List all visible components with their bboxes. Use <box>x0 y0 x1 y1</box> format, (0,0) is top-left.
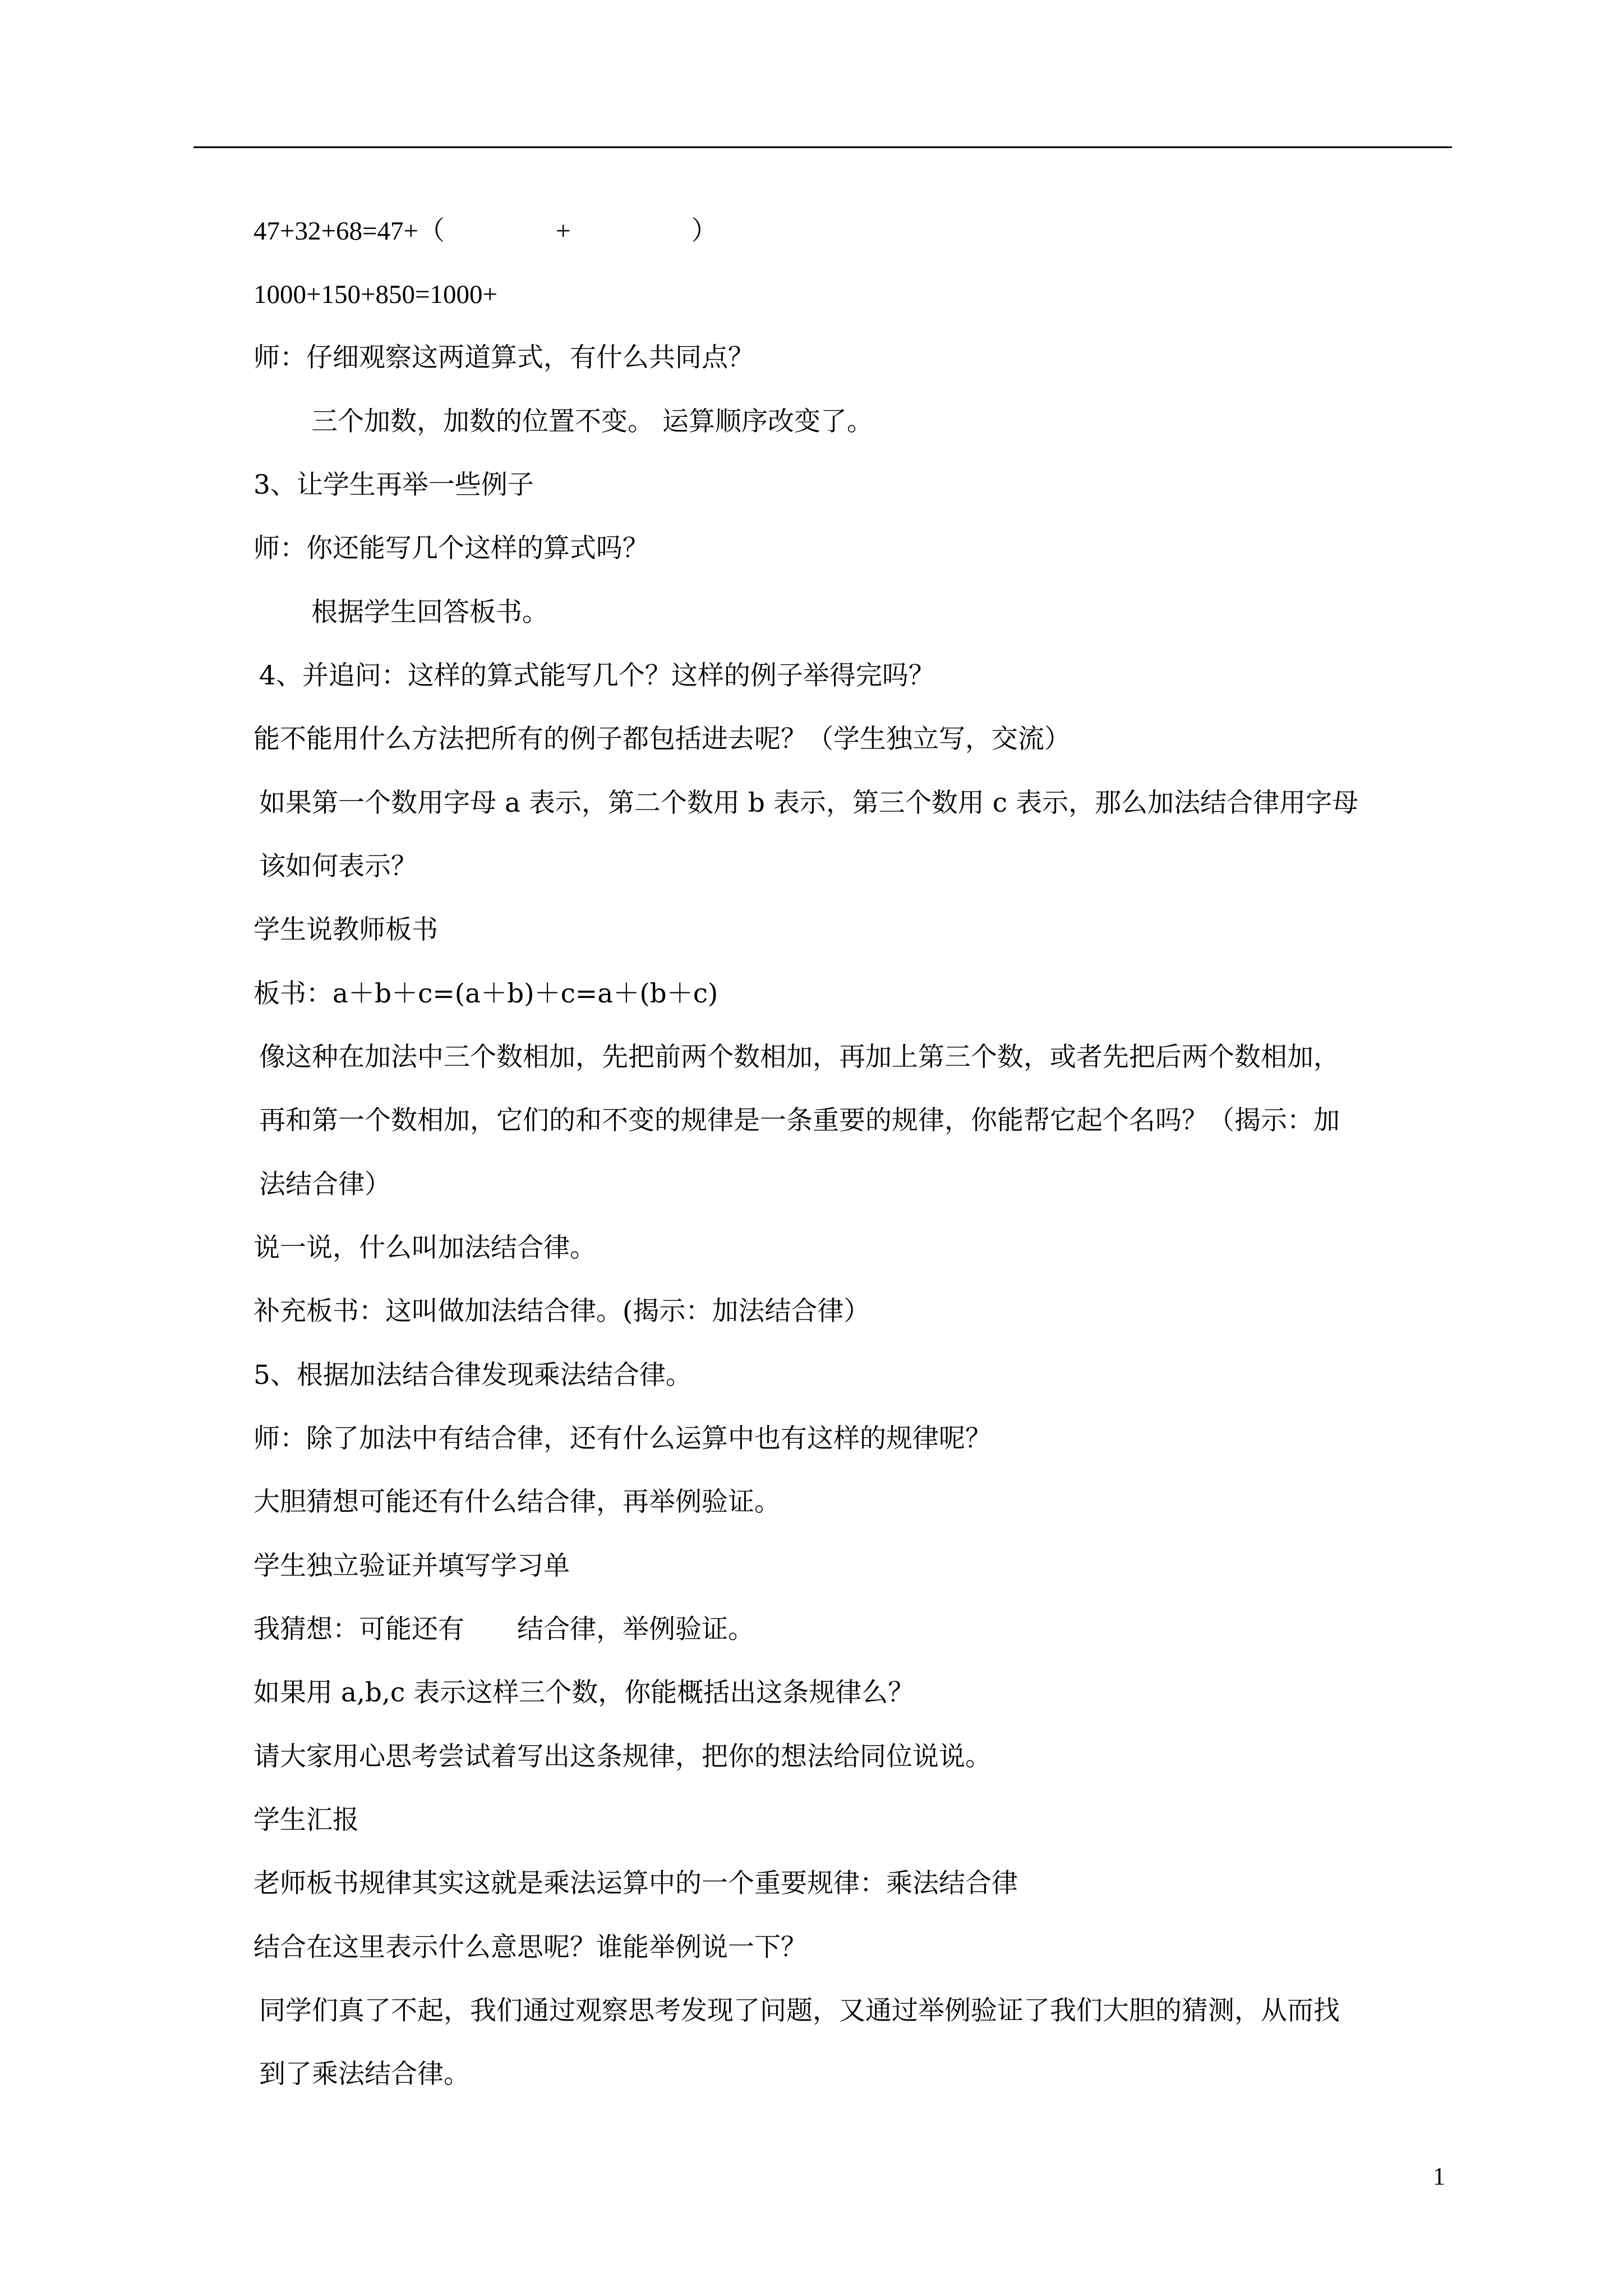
body-paragraph-line: 结合在这里表示什么意思呢？谁能举例说一下？ <box>253 1932 807 1963</box>
equation-line-1 <box>253 214 718 248</box>
body-paragraph-line: 根据学生回答板书。 <box>311 597 548 628</box>
body-paragraph-line: 说一说，什么叫加法结合律。 <box>253 1232 596 1263</box>
body-paragraph-line: 4、并追问：这样的算式能写几个？这样的例子举得完吗？ <box>259 660 935 691</box>
body-paragraph-line: 到了乘法结合律。 <box>259 2059 470 2090</box>
body-paragraph-line: 我猜想：可能还有 结合律，举例验证。 <box>253 1614 754 1645</box>
body-paragraph-line: 师：除了加法中有结合律，还有什么运算中也有这样的规律呢？ <box>253 1423 992 1454</box>
body-paragraph-line: 请大家用心思考尝试着写出这条规律，把你的想法给同位说说。 <box>253 1741 992 1772</box>
body-paragraph-line: 学生说教师板书 <box>253 914 438 945</box>
body-paragraph-line: 三个加数，加数的位置不变。 运算顺序改变了。 <box>311 406 873 437</box>
body-paragraph-line: 3、让学生再举一些例子 <box>253 470 534 500</box>
body-paragraph-line: 如果用 a,b,c 表示这样三个数，你能概括出这条规律么？ <box>253 1677 915 1708</box>
body-paragraph-line: 同学们真了不起，我们通过观察思考发现了问题，又通过举例验证了我们大胆的猜测，从而找 <box>259 1995 1340 2026</box>
body-paragraph-line: 该如何表示？ <box>259 851 417 882</box>
body-paragraph-line: 像这种在加法中三个数相加，先把前两个数相加，再加上第三个数，或者先把后两个数相加， <box>259 1042 1340 1073</box>
body-paragraph-line: 能不能用什么方法把所有的例子都包括进去呢？（学生独立写，交流） <box>253 724 1071 754</box>
equation-1-close: ） <box>691 217 718 246</box>
body-paragraph-line: 5、根据加法结合律发现乘法结合律。 <box>253 1360 692 1391</box>
page-number: 1 <box>1433 2162 1445 2190</box>
equation-line-2: 1000+150+850=1000+ <box>253 280 498 309</box>
body-paragraph-line: 学生独立验证并填写学习单 <box>253 1550 570 1581</box>
equation-1-plus: + <box>556 217 571 246</box>
body-paragraph-line: 师：仔细观察这两道算式，有什么共同点？ <box>253 342 754 373</box>
body-paragraph-line: 如果第一个数用字母 a 表示，第二个数用 b 表示，第三个数用 c 表示，那么加法结合律用字母 <box>259 788 1359 818</box>
body-paragraph-line: 补充板书：这叫做加法结合律。(揭示：加法结合律） <box>253 1296 870 1327</box>
board-formula-line: 板书：a＋b＋c=(a＋b)＋c=a＋(b＋c) <box>253 978 718 1009</box>
body-paragraph-line: 学生汇报 <box>253 1805 359 1835</box>
body-paragraph-line: 大胆猜想可能还有什么结合律，再举例验证。 <box>253 1487 781 1517</box>
body-paragraph-line: 老师板书规律其实这就是乘法运算中的一个重要规律：乘法结合律 <box>253 1868 1018 1899</box>
equation-1-left: 47+32+68=47+（ <box>253 217 445 246</box>
header-rule <box>193 146 1452 148</box>
body-paragraph-line: 再和第一个数相加，它们的和不变的规律是一条重要的规律，你能帮它起个名吗？（揭示：加 <box>259 1105 1340 1136</box>
body-paragraph-line: 师：你还能写几个这样的算式吗？ <box>253 533 649 564</box>
body-paragraph-line: 法结合律） <box>259 1169 391 1200</box>
